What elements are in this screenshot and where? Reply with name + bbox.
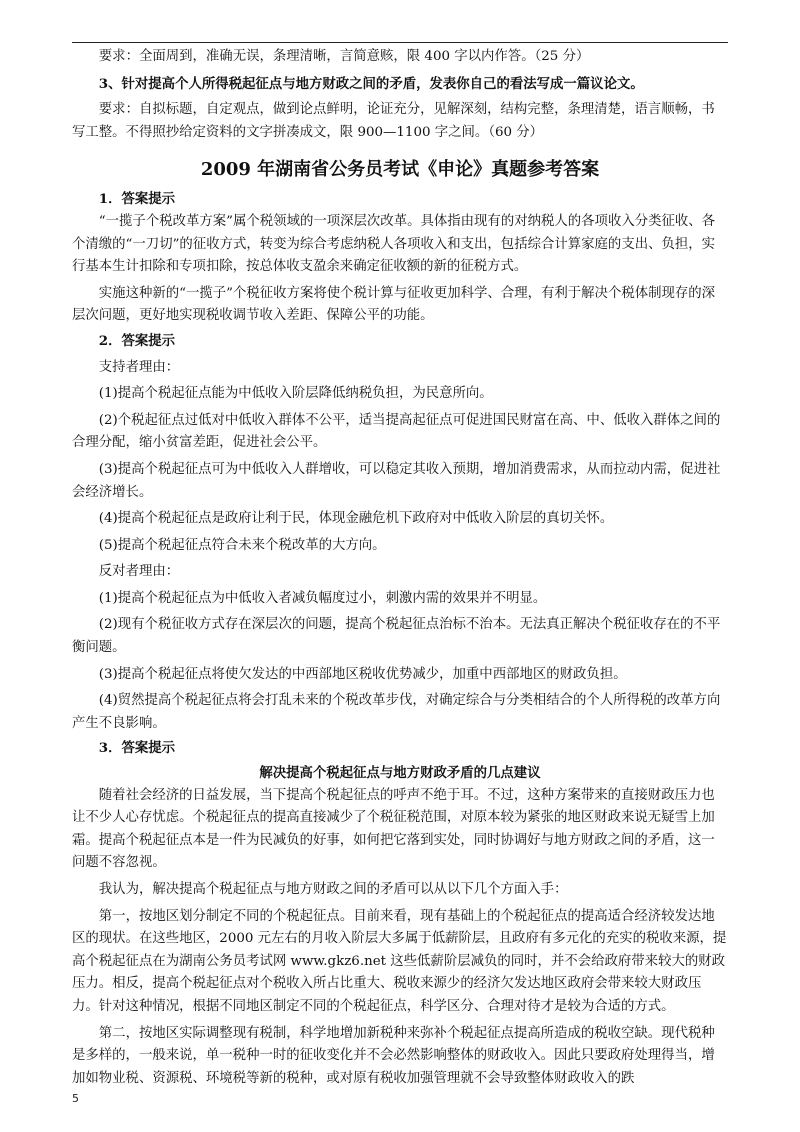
section3-heading: 3．答案提示 bbox=[98, 740, 176, 757]
oppose-item: (4)贸然提高个税起征点将会打乱未来的个税改革步伐，对确定综合与分类相结合的个人所得税的改革方向产生不良影响。 bbox=[72, 693, 721, 731]
essay-paragraph: 第一，按地区划分制定不同的个税起征点。目前来看，现有基础上的个税起征点的提高适合经济较发达地区的现状。在这些地区，2000 元左右的月收入阶层大多属于低薪阶层，且政府有多元化的充实的税收来源，提高个税起征点在为湖南公务员考试网 www.gkz6.net 这些低薪阶层减负的同时，并不会给政府带来较大的财政压力。相反，提高个税起征点对个税收入所占比重大、税收来源少的经济欠发达地区政府会带来较大财政压力。针对这种情况，根据不同地区制定不同的个税起征点，科学区分、合理对待才是较为合适的方式。 bbox=[72, 908, 727, 1014]
oppose-item: (2)现有个税征收方式存在深层次的问题，提高个税起征点治标不治本。无法真正解决个税征收存在的不平衡问题。 bbox=[72, 617, 721, 656]
section1-heading: 1．答案提示 bbox=[98, 191, 176, 208]
essay-paragraph: 随着社会经济的日益发展，当下提高个税起征点的呼声不绝于耳。不过，这种方案带来的直接财政压力也让不少人心存忧虑。个税起征点的提高直接减少了个税征税范围，对原本较为紧张的地区财政来说无疑雪上加霜。提高个税起征点本是一件为民减负的好事，如何把它落到实处，同时协调好与地方财政之间的矛盾，这一问题不容忽视。 bbox=[72, 787, 715, 871]
section1-paragraph: 实施这种新的“一揽子”个税征收方案将使个税计算与征收更加科学、合理，有利于解决个税体制现存的深层次问题，更好地实现税收调节收入差距、保障公平的功能。 bbox=[72, 285, 716, 324]
header-rule bbox=[72, 42, 728, 43]
document-title: 2009 年湖南省公务员考试《申论》真题参考答案 bbox=[200, 159, 600, 181]
section1-paragraph: “一揽子个税改革方案”属个税领域的一项深层次改革。具体指由现有的对纳税人的各项收入分类征收、各个清缴的“一刀切”的征收方式，转变为综合考虑纳税人各项收入和支出，包括综合计算家庭的支出、负担，实行基本生计扣除和专项扣除，按总体收支盈余来确定征收额的新的征税方式。 bbox=[72, 213, 716, 275]
page-number: 5 bbox=[72, 1092, 79, 1105]
section2-heading: 2．答案提示 bbox=[98, 332, 176, 349]
question2-requirement: 要求：全面周到，准确无误，条理清晰，言简意赅，限 400 字以内作答。（25 分） bbox=[98, 49, 590, 64]
support-item: (5)提高个税起征点符合未来个税改革的大方向。 bbox=[98, 537, 386, 553]
support-item: (1)提高个税起征点能为中低收入阶层降低纳税负担，为民意所向。 bbox=[98, 386, 493, 402]
oppose-label: 反对者理由： bbox=[98, 564, 180, 580]
essay-title: 解决提高个税起征点与地方财政矛盾的几点建议 bbox=[259, 765, 541, 782]
essay-paragraph: 我认为，解决提高个税起征点与地方财政之间的矛盾可以从以下几个方面入手： bbox=[98, 882, 568, 897]
oppose-item: (3)提高个税起征点将使欠发达的中西部地区税收优势减少，加重中西部地区的财政负担。 bbox=[98, 666, 627, 682]
support-item: (3)提高个税起征点可为中低收入人群增收，可以稳定其收入预期，增加消费需求，从而拉动内需，促进社会经济增长。 bbox=[72, 461, 721, 500]
document-body bbox=[72, 46, 728, 1090]
oppose-item: (1)提高个税起征点为中低收入者减负幅度过小，刺激内需的效果并不明显。 bbox=[98, 590, 547, 606]
support-label: 支持者理由： bbox=[98, 359, 180, 375]
question3-requirement: 要求：自拟标题，自定观点，做到论点鲜明，论证充分，见解深刻，结构完整，条理清楚，语言顺畅，书写工整。不得照抄给定资料的文字拼凑成文，限 900—1100 字之间。（60 分） bbox=[72, 102, 715, 140]
support-item: (2)个税起征点过低对中低收入群体不公平，适当提高起征点可促进国民财富在高、中、低收入群体之间的合理分配，缩小贫富差距，促进社会公平。 bbox=[72, 412, 721, 451]
support-item: (4)提高个税起征点是政府让利于民，体现金融危机下政府对中低收入阶层的真切关怀。 bbox=[98, 511, 614, 527]
essay-paragraph: 第二，按地区实际调整现有税制，科学地增加新税种来弥补个税起征点提高所造成的税收空缺。现代税种是多样的，一般来说，单一税种一时的征收变化并不会必然影响整体的财政收入。因此只要政府处理得当，增加如物业税、资源税、环境税等新的税种，或对原有税收加强管理就不会导致整体财政收入的跌 bbox=[72, 1025, 715, 1086]
question3-prompt: 3、针对提高个人所得税起征点与地方财政之间的矛盾，发表你自己的看法写成一篇议论文。 bbox=[98, 75, 644, 92]
